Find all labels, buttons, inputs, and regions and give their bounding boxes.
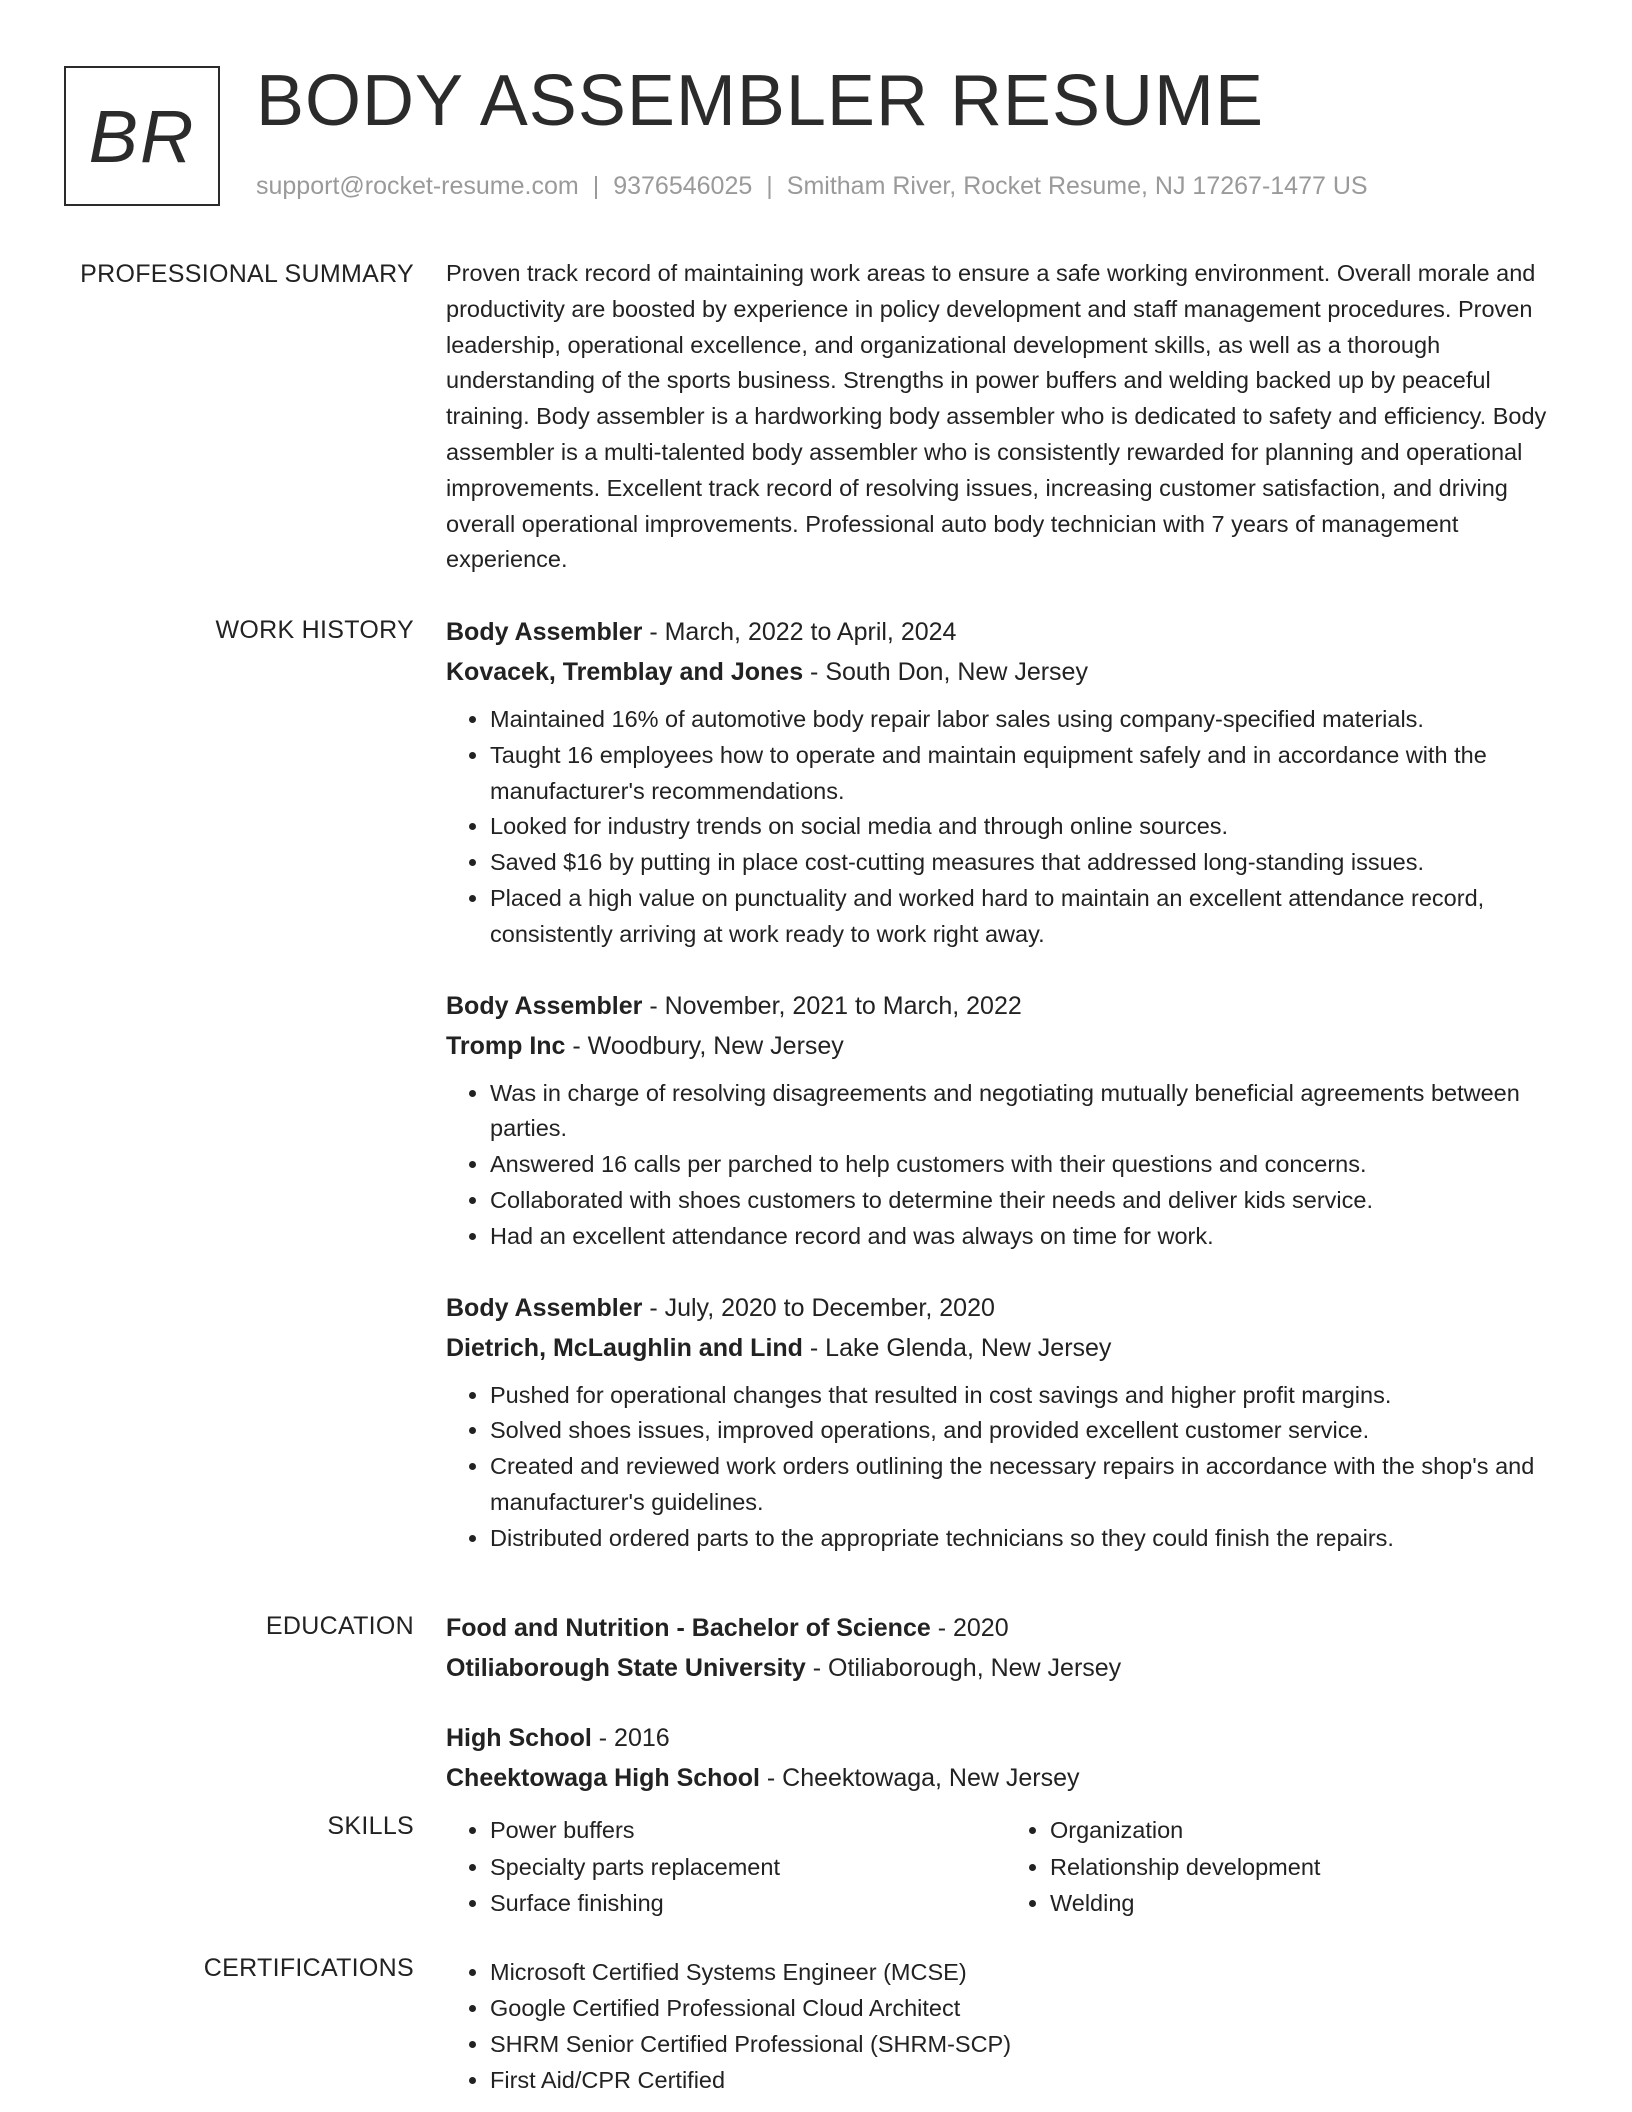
education-school: Cheektowaga High School xyxy=(446,1764,760,1792)
education-degree-line xyxy=(446,1718,1566,1758)
job-bullet: • Saved $16 by putting in place cost-cutting measures that addressed long-standing issues. xyxy=(490,845,1566,881)
job-title-line xyxy=(446,986,1566,1026)
job-bullet: • Placed a high value on punctuality and worked hard to maintain an excellent attendance record, consistently arriving at work ready to work right away. xyxy=(490,881,1566,953)
section-label-skills: SKILLS xyxy=(327,1812,414,1840)
section-label-education: EDUCATION xyxy=(265,1612,414,1640)
summary-body xyxy=(446,260,1566,578)
page-title: BODY ASSEMBLER RESUME xyxy=(256,61,1264,141)
education-school: Otiliaborough State University xyxy=(446,1654,806,1682)
work-history-body xyxy=(446,612,1566,1590)
contact-address: Smitham River, Rocket Resume, NJ 17267-1477 US xyxy=(786,172,1368,200)
job-dates: - July, 2020 to December, 2020 xyxy=(642,1293,995,1322)
job-bullet: • Taught 16 employees how to operate and maintain equipment safely and in accordance with the manufacturer's recommendations. xyxy=(490,738,1566,810)
certification-item: • First Aid/CPR Certified xyxy=(490,2062,1566,2098)
education-degree-line xyxy=(446,1608,1566,1648)
job-entry xyxy=(446,1288,1566,1557)
education-entry xyxy=(446,1608,1566,1688)
job-title: Body Assembler xyxy=(446,1293,643,1322)
education-degree: Food and Nutrition - Bachelor of Science xyxy=(446,1614,931,1642)
job-dates: - March, 2022 to April, 2024 xyxy=(642,618,957,646)
education-body xyxy=(446,1608,1566,1798)
job-company-line xyxy=(446,1026,1566,1066)
education-year: - 2020 xyxy=(930,1614,1009,1642)
section-label-work-history: WORK HISTORY xyxy=(215,616,414,644)
job-entry xyxy=(446,612,1566,953)
section-label-summary: PROFESSIONAL SUMMARY xyxy=(80,260,414,288)
job-location: - Woodbury, New Jersey xyxy=(565,1031,844,1060)
education-year: - 2016 xyxy=(591,1724,670,1752)
job-location: - South Don, New Jersey xyxy=(803,658,1088,686)
job-company: Tromp Inc xyxy=(446,1031,566,1060)
skills-list-left xyxy=(446,1812,1006,1922)
job-bullet: • Collaborated with shoes customers to determine their needs and deliver kids service. xyxy=(490,1183,1566,1219)
job-company-line xyxy=(446,652,1566,692)
education-degree: High School xyxy=(446,1724,592,1752)
contact-email[interactable]: support@rocket-resume.com xyxy=(256,172,579,200)
job-company: Kovacek, Tremblay and Jones xyxy=(446,658,804,686)
education-location: - Cheektowaga, New Jersey xyxy=(759,1764,1080,1792)
job-bullet: • Had an excellent attendance record and was always on time for work. xyxy=(490,1219,1566,1255)
job-bullet: • Looked for industry trends on social media and through online sources. xyxy=(490,809,1566,845)
job-bullet: • Maintained 16% of automotive body repair labor sales using company-specified materials. xyxy=(490,702,1566,738)
job-bullets xyxy=(446,702,1566,953)
education-school-line xyxy=(446,1758,1566,1798)
skill-item: • Relationship development xyxy=(1050,1849,1566,1886)
job-title: Body Assembler xyxy=(446,991,643,1020)
skill-item: • Organization xyxy=(1050,1812,1566,1849)
job-company: Dietrich, McLaughlin and Lind xyxy=(446,1333,803,1362)
skill-item: • Power buffers xyxy=(490,1812,1006,1849)
job-dates: - November, 2021 to March, 2022 xyxy=(642,991,1022,1020)
contact-separator: | xyxy=(592,172,600,200)
job-bullets xyxy=(446,1076,1566,1255)
job-bullets xyxy=(446,1378,1566,1557)
job-bullet: • Answered 16 calls per parched to help customers with their questions and concerns. xyxy=(490,1147,1566,1183)
skills-list-right xyxy=(1006,1812,1566,1922)
job-title: Body Assembler xyxy=(446,618,643,646)
contact-separator: | xyxy=(766,172,773,200)
job-location: - Lake Glenda, New Jersey xyxy=(802,1333,1112,1362)
education-school-line xyxy=(446,1648,1566,1688)
certifications-list xyxy=(446,1954,1566,2098)
contact-line xyxy=(256,172,1368,201)
job-bullet: • Pushed for operational changes that resulted in cost savings and higher profit margins. xyxy=(490,1378,1566,1414)
education-location: - Otiliaborough, New Jersey xyxy=(805,1654,1122,1682)
skill-item: • Surface finishing xyxy=(490,1885,1006,1922)
certifications-body xyxy=(446,1954,1566,2098)
job-title-line xyxy=(446,1288,1566,1328)
job-entry xyxy=(446,986,1566,1255)
job-title-line xyxy=(446,612,1566,652)
contact-phone[interactable]: 9376546025 xyxy=(613,172,753,200)
job-company-line xyxy=(446,1328,1566,1368)
section-label-certifications: CERTIFICATIONS xyxy=(203,1954,414,1982)
skill-item: • Specialty parts replacement xyxy=(490,1849,1006,1886)
job-bullet: • Distributed ordered parts to the appropriate technicians so they could finish the repairs. xyxy=(490,1521,1566,1557)
skills-body xyxy=(446,1812,1566,1922)
job-bullet: • Solved shoes issues, improved operations, and provided excellent customer service. xyxy=(490,1413,1566,1449)
job-bullet: • Was in charge of resolving disagreements and negotiating mutually beneficial agreements between parties. xyxy=(490,1076,1566,1148)
certification-item: • Microsoft Certified Systems Engineer (MCSE) xyxy=(490,1954,1566,1990)
skill-item: • Welding xyxy=(1050,1885,1566,1922)
certification-item: • Google Certified Professional Cloud Architect xyxy=(490,1990,1566,2026)
education-entry xyxy=(446,1718,1566,1798)
monogram-logo: BR xyxy=(64,66,220,206)
job-bullet: • Created and reviewed work orders outlining the necessary repairs in accordance with the shop's and manufacturer's guidelines. xyxy=(490,1449,1566,1521)
summary-text: Proven track record of maintaining work areas to ensure a safe working environment. Overall morale and productivity are boosted by experience in policy development and staff management procedures. Proven leadership, operational excellence, and organizational development skills, as well as a thorough understanding of the sports business. Strengths in power buffers and welding backed up by peaceful training. Body assembler is a hardworking body assembler who is dedicated to safety and efficiency. Body assembler is a multi-talented body assembler who is consistently rewarded for planning and operational improvements. Excellent track record of resolving issues, increasing customer satisfaction, and driving overall operational improvements. Professional auto body technician with 7 years of management experience. xyxy=(446,260,1547,573)
certification-item: • SHRM Senior Certified Professional (SHRM-SCP) xyxy=(490,2026,1566,2062)
